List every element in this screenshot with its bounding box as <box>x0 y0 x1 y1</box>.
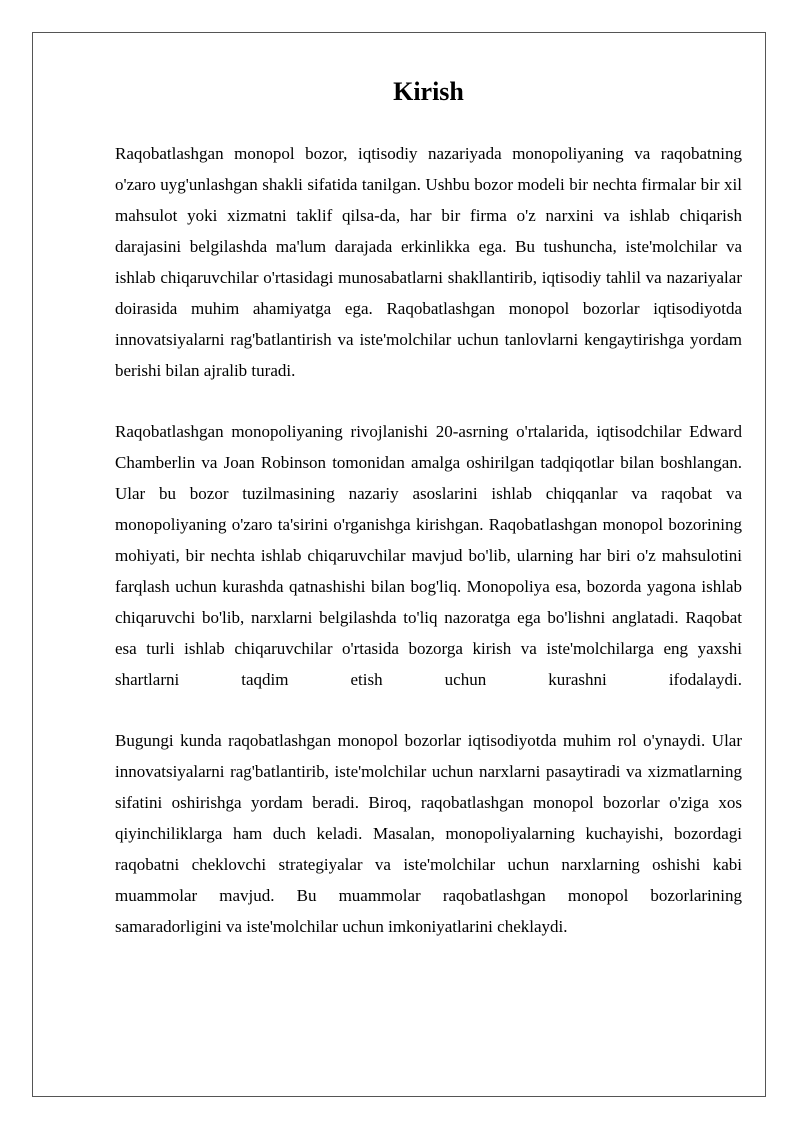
paragraph-1: Raqobatlashgan monopol bozor, iqtisodiy nazariyada monopoliyaning va raqobatning o'zaro uyg'unlashgan shakli sifatida tanilgan. Ushbu bozor modeli bir nechta firmalar bir xil mahsulot yoki xizmatni taklif qilsa-da, har bir firma o'z narxini va ishlab chiqarish darajasini belgilashda ma'lum darajada erkinlikka ega. Bu tushuncha, iste'molchilar va ishlab chiqaruvchilar o'rtasidagi munosabatlarni shakllantirib, iqtisodiy tahlil va nazariyalar doirasida muhim ahamiyatga ega. Raqobatlashgan monopol bozorlar iqtisodiyotda innovatsiyalarni rag'batlantirish va iste'molchilar uchun tanlovlarni kengaytirishga yordam berishi bilan ajralib turadi. <box>115 144 742 380</box>
paragraph-3: Bugungi kunda raqobatlashgan monopol bozorlar iqtisodiyotda muhim rol o'ynaydi. Ular innovatsiyalarni rag'batlantirib, iste'molchilar uchun narxlarni pasaytiradi va xizmatlarning sifatini oshirishga yordam beradi. Biroq, raqobatlashgan monopol bozorlar o'ziga xos qiyinchiliklarga ham duch keladi. Masalan, monopoliyalarning kuchayishi, bozordagi raqobatni cheklovchi strategiyalar va iste'molchilar uchun narxlarning oshishi kabi muammolar mavjud. Bu muammolar raqobatlashgan monopol bozorlarining samaradorligini va iste'molchilar uchun imkoniyatlarini cheklaydi. <box>115 731 742 936</box>
document-title: Kirish <box>393 77 464 106</box>
paragraph-2: Raqobatlashgan monopoliyaning rivojlanishi 20-asrning o'rtalarida, iqtisodchilar Edward Chamberlin va Joan Robinson tomonidan amalga oshirilgan tadqiqotlar bilan boshlangan. Ular bu bozor tuzilmasining nazariy asoslarini ishlab chiqqanlar va raqobat va monopoliyaning o'zaro ta'sirini o'rganishga kirishgan. Raqobatlashgan monopol bozorining mohiyati, bir nechta ishlab chiqaruvchilar mavjud bo'lib, ularning har biri o'z mahsulotini farqlash uchun kurashda qatnashishi bilan bog'liq. Monopoliya esa, bozorda yagona ishlab chiqaruvchi bo'lib, narxlarni belgilashda to'liq nazoratga ega bo'lishni anglatadi. Raqobat esa turli ishlab chiqaruvchilar o'rtasida bozorga kirish va iste'molchilarga eng yaxshi shartlarni taqdim etish uchun kurashni ifodalaydi. <box>115 422 742 689</box>
document-body <box>115 74 742 942</box>
